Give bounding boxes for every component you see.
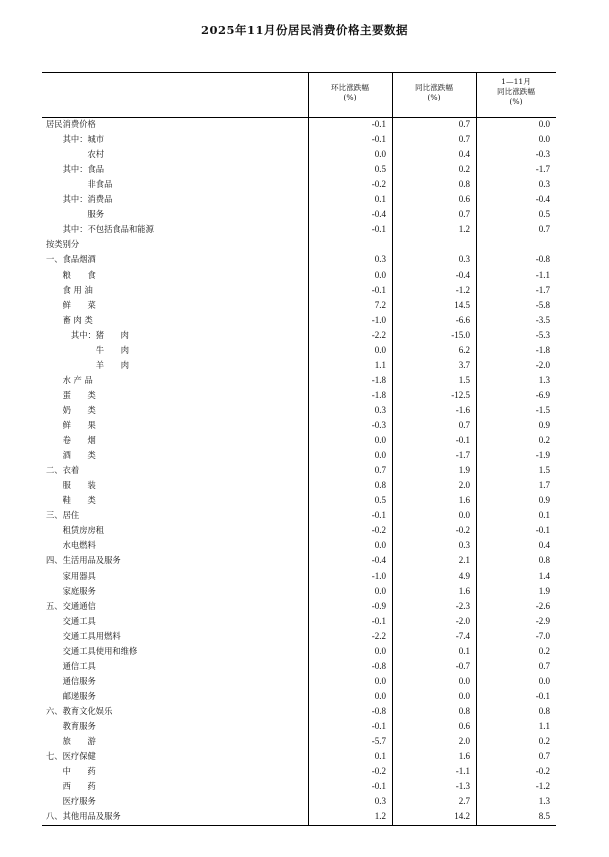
table-row	[42, 553, 556, 568]
value-yoy: 0.6	[458, 194, 470, 205]
table-row	[42, 463, 556, 478]
table-row	[42, 403, 556, 418]
row-label: 卷 烟	[62, 435, 96, 446]
value-yoy: 1.2	[458, 224, 470, 235]
table-row	[42, 584, 556, 599]
value-yoy: 0.0	[458, 510, 470, 521]
row-label: 粮 食	[62, 269, 96, 280]
value-yoy: 0.8	[458, 705, 470, 716]
value-ytd: 0.4	[538, 540, 550, 551]
header-ytd-label: 同比涨跌幅	[497, 87, 535, 96]
value-yoy: 3.7	[458, 359, 470, 370]
value-mom: -0.2	[371, 525, 386, 536]
value-yoy: 0.7	[458, 420, 470, 430]
header-mom-label: 环比涨跌幅	[331, 83, 369, 92]
value-mom: 0.0	[374, 435, 386, 446]
value-mom: 0.0	[374, 645, 386, 656]
value-yoy: -12.5	[451, 389, 470, 400]
value-yoy: 0.8	[458, 179, 470, 190]
value-mom: 1.1	[374, 359, 386, 370]
row-label: 西 药	[62, 781, 96, 792]
table-row	[42, 328, 556, 343]
table-row	[42, 689, 556, 704]
table-row	[42, 177, 556, 192]
value-ytd: -0.1	[535, 690, 550, 701]
row-label: 家庭服务	[62, 585, 96, 596]
row-label: 酒 类	[62, 450, 96, 461]
row-label: 非食品	[87, 179, 113, 190]
value-yoy: -1.1	[455, 766, 470, 777]
value-yoy: -1.6	[455, 404, 470, 415]
value-yoy: -15.0	[451, 329, 470, 340]
value-yoy: -1.7	[455, 450, 470, 461]
value-ytd: -1.7	[535, 164, 550, 175]
value-mom: -0.4	[371, 555, 386, 566]
value-mom: 0.3	[374, 796, 386, 807]
value-mom: -1.0	[371, 314, 386, 325]
value-yoy: -2.3	[455, 600, 470, 611]
value-ytd: 0.8	[538, 705, 550, 716]
value-ytd: 0.5	[538, 209, 550, 220]
row-label: 蛋 类	[62, 389, 96, 400]
value-mom: -0.2	[371, 766, 386, 777]
value-yoy: 2.1	[458, 555, 470, 566]
value-yoy: 0.0	[458, 690, 470, 701]
value-ytd: 0.7	[538, 751, 550, 762]
table-row	[42, 418, 556, 433]
value-yoy: 2.0	[458, 480, 470, 491]
value-yoy: 1.6	[458, 751, 470, 762]
value-mom: 0.0	[374, 344, 386, 355]
value-mom: 0.7	[374, 465, 386, 476]
table-row	[42, 779, 556, 794]
value-ytd: 8.5	[538, 811, 550, 822]
table-row	[42, 644, 556, 659]
value-ytd: -0.8	[535, 254, 550, 265]
table-row	[42, 809, 556, 824]
row-label: 鲜 菜	[62, 299, 96, 310]
value-ytd: -1.1	[535, 269, 550, 280]
value-ytd: 0.0	[538, 675, 550, 686]
value-yoy: 0.7	[458, 134, 470, 145]
row-label: 鞋 类	[62, 495, 96, 506]
table-row	[42, 298, 556, 313]
value-yoy: 0.0	[458, 675, 470, 686]
value-ytd: -0.3	[535, 149, 550, 160]
row-label: 其中：食品	[62, 164, 105, 175]
cpi-data-table	[42, 72, 556, 826]
header-yoy-label: 同比涨跌幅	[415, 83, 453, 92]
value-yoy: 0.3	[458, 254, 470, 265]
value-yoy: 14.5	[454, 299, 470, 310]
value-mom: 7.2	[374, 299, 386, 310]
row-label: 八、其他用品及服务	[46, 811, 121, 822]
value-yoy: -1.2	[455, 284, 470, 295]
table-row	[42, 207, 556, 222]
row-label: 牛 肉	[95, 344, 129, 355]
value-mom: 1.2	[374, 811, 386, 822]
value-ytd: 0.9	[538, 420, 550, 430]
value-yoy: 1.9	[458, 465, 470, 476]
value-yoy: 6.2	[458, 344, 470, 355]
value-ytd: 0.0	[538, 134, 550, 145]
value-ytd: 0.1	[538, 510, 550, 521]
header-yoy	[392, 73, 476, 117]
value-ytd: -1.7	[535, 284, 550, 295]
table-row	[42, 388, 556, 403]
header-ytd-unit: (%)	[509, 97, 523, 106]
value-mom: 0.0	[374, 675, 386, 686]
header-ytd	[476, 73, 556, 117]
value-ytd: -1.2	[535, 781, 550, 792]
value-mom: 0.0	[374, 149, 386, 160]
value-ytd: 1.5	[538, 465, 550, 476]
value-ytd: 0.8	[538, 555, 550, 566]
row-label: 通信工具	[62, 660, 96, 671]
value-mom: 0.8	[374, 480, 386, 491]
table-row	[42, 493, 556, 508]
table-row	[42, 252, 556, 267]
value-ytd: 1.3	[538, 796, 550, 807]
table-row	[42, 237, 556, 252]
table-row	[42, 268, 556, 283]
row-label: 六、教育文化娱乐	[46, 705, 113, 716]
value-mom: 0.0	[374, 585, 386, 596]
value-yoy: -6.6	[455, 314, 470, 325]
table-row	[42, 734, 556, 749]
table-row	[42, 599, 556, 614]
value-mom: 0.1	[374, 751, 386, 762]
value-ytd: -1.5	[535, 404, 550, 415]
value-mom: -0.1	[371, 721, 386, 731]
value-ytd: -0.1	[535, 525, 550, 536]
value-yoy: -7.4	[455, 630, 470, 641]
row-label: 居民消费价格	[46, 119, 96, 129]
value-mom: -0.9	[371, 600, 386, 611]
table-row	[42, 358, 556, 373]
value-ytd: -1.9	[535, 450, 550, 461]
value-yoy: 0.7	[458, 119, 470, 129]
table-header	[42, 73, 556, 118]
value-mom: 0.5	[374, 495, 386, 506]
value-yoy: 1.5	[458, 374, 470, 385]
value-ytd: 0.9	[538, 495, 550, 506]
table-row	[42, 659, 556, 674]
value-ytd: -6.9	[535, 389, 550, 400]
value-ytd: 0.7	[538, 224, 550, 235]
value-ytd: 0.2	[538, 435, 550, 446]
row-label: 通信服务	[62, 675, 96, 686]
value-ytd: 0.7	[538, 660, 550, 671]
row-label: 农村	[87, 149, 105, 160]
table-row	[42, 569, 556, 584]
value-mom: -0.3	[371, 420, 386, 430]
value-mom: 0.5	[374, 164, 386, 175]
value-mom: -0.8	[371, 705, 386, 716]
row-label: 租赁房房租	[62, 525, 105, 536]
value-yoy: 0.6	[458, 721, 470, 731]
table-row	[42, 448, 556, 463]
header-ytd-period: 1—11月	[501, 77, 531, 86]
row-label: 食 用 油	[62, 284, 93, 295]
row-label: 其中：城市	[62, 134, 105, 145]
value-ytd: -2.0	[535, 359, 550, 370]
row-label: 一、食品烟酒	[46, 254, 96, 265]
value-yoy: 0.4	[458, 149, 470, 160]
row-label: 家用器具	[62, 570, 96, 581]
value-ytd: 1.9	[538, 585, 550, 596]
table-row	[42, 147, 556, 162]
table-row	[42, 283, 556, 298]
row-label: 按类别分	[46, 239, 80, 250]
value-ytd: -2.6	[535, 600, 550, 611]
value-ytd: -5.3	[535, 329, 550, 340]
value-mom: -2.2	[371, 630, 386, 641]
value-ytd: 1.4	[538, 570, 550, 581]
value-ytd: -5.8	[535, 299, 550, 310]
value-mom: -0.1	[371, 119, 386, 129]
row-label: 邮递服务	[62, 690, 96, 701]
value-mom: 0.0	[374, 690, 386, 701]
value-ytd: 0.2	[538, 645, 550, 656]
table-row	[42, 132, 556, 147]
value-yoy: 0.3	[458, 540, 470, 551]
row-label: 五、交通通信	[46, 600, 96, 611]
header-mom	[308, 73, 392, 117]
row-label: 三、居住	[46, 510, 80, 521]
table-row	[42, 192, 556, 207]
value-ytd: -0.4	[535, 194, 550, 205]
value-mom: 0.0	[374, 269, 386, 280]
value-yoy: 2.0	[458, 736, 470, 747]
value-yoy: -1.3	[455, 781, 470, 792]
value-mom: -5.7	[371, 736, 386, 747]
table-row	[42, 614, 556, 629]
table-row	[42, 373, 556, 388]
row-label: 水 产 品	[62, 374, 93, 385]
value-mom: 0.0	[374, 540, 386, 551]
value-mom: -0.2	[371, 179, 386, 190]
row-label: 其中：消费品	[62, 194, 113, 205]
table-row	[42, 794, 556, 809]
header-mom-unit: (%)	[343, 93, 357, 102]
value-ytd: 0.0	[538, 119, 550, 129]
value-yoy: 0.1	[458, 645, 470, 656]
table-row	[42, 117, 556, 132]
row-label: 旅 游	[62, 736, 96, 747]
table-row	[42, 162, 556, 177]
row-label: 鲜 果	[62, 420, 96, 430]
value-ytd: 1.7	[538, 480, 550, 491]
row-label: 其中：猪 肉	[70, 329, 129, 340]
value-mom: -1.8	[371, 374, 386, 385]
value-yoy: -2.0	[455, 615, 470, 626]
value-mom: 0.3	[374, 254, 386, 265]
table-row	[42, 508, 556, 523]
row-label: 中 药	[62, 766, 96, 777]
value-ytd: -1.8	[535, 344, 550, 355]
value-mom: 0.0	[374, 450, 386, 461]
row-label: 水电燃料	[62, 540, 96, 551]
value-yoy: -0.1	[455, 435, 470, 446]
table-row	[42, 523, 556, 538]
table-row	[42, 538, 556, 553]
value-mom: 0.1	[374, 194, 386, 205]
value-yoy: -0.7	[455, 660, 470, 671]
value-ytd: 0.3	[538, 179, 550, 190]
row-label: 其中：不包括食品和能源	[62, 224, 154, 235]
value-yoy: 1.6	[458, 495, 470, 506]
value-ytd: -0.2	[535, 766, 550, 777]
value-ytd: -3.5	[535, 314, 550, 325]
value-ytd: 1.1	[538, 721, 550, 731]
value-mom: -0.4	[371, 209, 386, 220]
table-row	[42, 313, 556, 328]
header-yoy-unit: (%)	[427, 93, 441, 102]
row-label: 七、医疗保健	[46, 751, 96, 762]
table-row	[42, 764, 556, 779]
row-label: 交通工具用燃料	[62, 630, 121, 641]
value-yoy: 1.6	[458, 585, 470, 596]
row-label: 教育服务	[62, 721, 96, 731]
table-row	[42, 719, 556, 734]
value-mom: -0.1	[371, 224, 386, 235]
value-mom: -0.8	[371, 660, 386, 671]
value-ytd: -2.9	[535, 615, 550, 626]
value-yoy: -0.4	[455, 269, 470, 280]
table-row	[42, 433, 556, 448]
row-label: 服务	[87, 209, 105, 220]
value-mom: -0.1	[371, 134, 386, 145]
row-label: 医疗服务	[62, 796, 96, 807]
row-label: 四、生活用品及服务	[46, 555, 121, 566]
table-row	[42, 704, 556, 719]
value-yoy: 0.2	[458, 164, 470, 175]
value-yoy: 4.9	[458, 570, 470, 581]
value-yoy: -0.2	[455, 525, 470, 536]
value-mom: -0.1	[371, 781, 386, 792]
table-row	[42, 222, 556, 237]
value-mom: -0.1	[371, 284, 386, 295]
table-row	[42, 674, 556, 689]
row-label: 羊 肉	[95, 359, 129, 370]
value-mom: -0.1	[371, 615, 386, 626]
value-ytd: -7.0	[535, 630, 550, 641]
value-mom: 0.3	[374, 404, 386, 415]
page-title: 2025年11月份居民消费价格主要数据	[200, 23, 408, 37]
value-mom: -0.1	[371, 510, 386, 521]
value-yoy: 2.7	[458, 796, 470, 807]
row-label: 二、衣着	[46, 465, 80, 476]
table-row	[42, 749, 556, 764]
value-mom: -1.0	[371, 570, 386, 581]
row-label: 畜 肉 类	[62, 314, 93, 325]
value-ytd: 1.3	[538, 374, 550, 385]
value-yoy: 0.7	[458, 209, 470, 220]
value-yoy: 14.2	[454, 811, 470, 822]
value-ytd: 0.2	[538, 736, 550, 747]
row-label: 服 装	[62, 480, 96, 491]
value-mom: -1.8	[371, 389, 386, 400]
value-mom: -2.2	[371, 329, 386, 340]
table-row	[42, 629, 556, 644]
table-row	[42, 343, 556, 358]
table-row	[42, 478, 556, 493]
row-label: 交通工具使用和维修	[62, 645, 138, 656]
row-label: 交通工具	[62, 615, 96, 626]
row-label: 奶 类	[62, 404, 96, 415]
